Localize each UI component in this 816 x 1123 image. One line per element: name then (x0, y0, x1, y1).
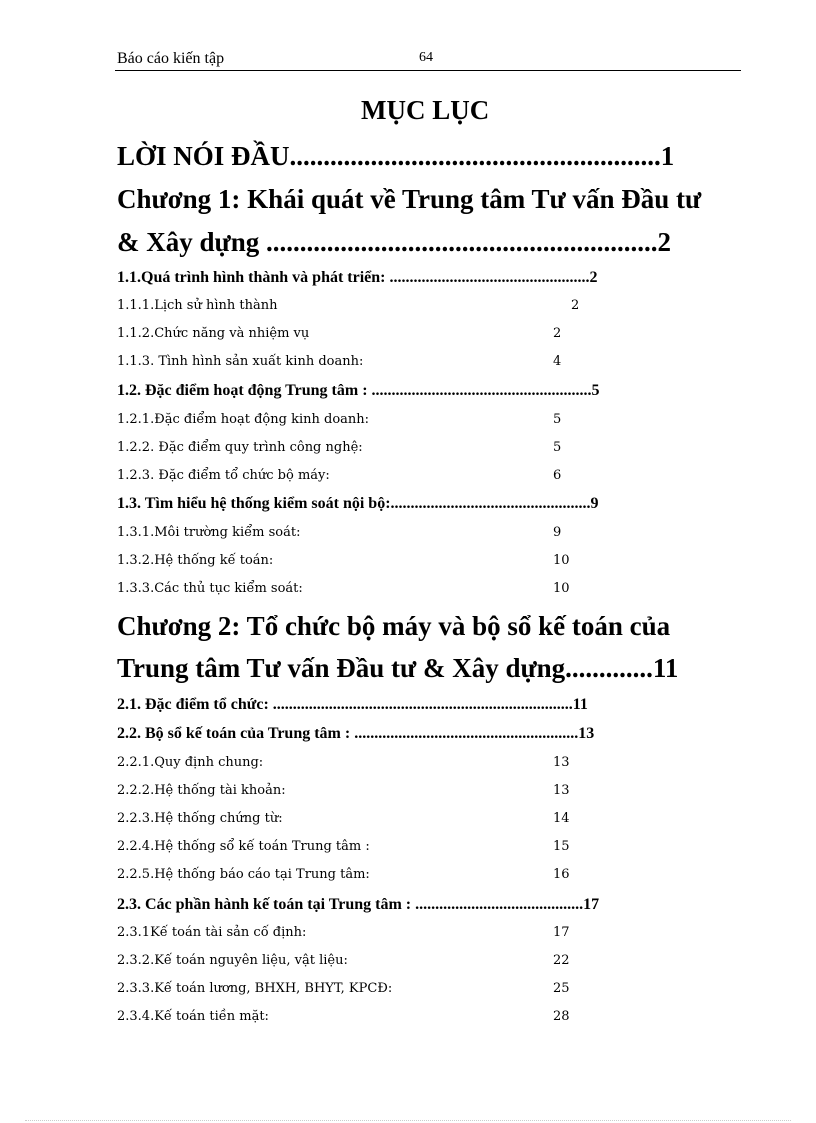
toc-page-number: 5 (553, 440, 562, 455)
toc-page-number: 15 (553, 839, 570, 854)
toc-entry-section: 2.2. Bộ sổ kế toán của Trung tâm : ........................................................13 (117, 725, 595, 742)
toc-page-number: 10 (553, 553, 570, 568)
toc-entry-section: 1.3. Tìm hiểu hệ thống kiểm soát nội bộ:..................................................9 (117, 495, 599, 512)
toc-page-number: 13 (553, 755, 570, 770)
toc-entry-subsection: 1.1.3. Tình hình sản xuất kinh doanh: (117, 354, 364, 369)
toc-entry-subsection: 1.3.1.Môi trường kiểm soát: (117, 525, 301, 540)
toc-entry-chapter-1-cont: & Xây dựng ..........................................................2 (117, 227, 671, 257)
toc-page-number: 28 (553, 1009, 570, 1024)
toc-entry-subsection: 2.2.4.Hệ thống sổ kế toán Trung tâm : (117, 839, 370, 854)
toc-page-number: 16 (553, 867, 570, 882)
page-number: 64 (419, 50, 433, 65)
toc-entry-subsection: 1.3.3.Các thủ tục kiểm soát: (117, 581, 303, 596)
toc-entry-subsection: 2.3.4.Kế toán tiền mặt: (117, 1009, 269, 1024)
toc-entry-chapter-2-cont: Trung tâm Tư vấn Đầu tư & Xây dựng.............11 (117, 653, 679, 683)
header-divider (115, 70, 741, 71)
toc-entry-subsection: 1.1.1.Lịch sử hình thành (117, 298, 278, 313)
toc-entry-section: 2.3. Các phần hành kế toán tại Trung tâm : ..........................................17 (117, 896, 600, 913)
toc-page-number: 13 (553, 783, 570, 798)
toc-entry-subsection: 2.2.2.Hệ thống tài khoản: (117, 783, 286, 798)
toc-page-number: 6 (553, 468, 562, 483)
toc-page-number: 2 (571, 298, 580, 313)
toc-entry-chapter-2: Chương 2: Tổ chức bộ máy và bộ sổ kế toán của (117, 611, 671, 641)
toc-entry-subsection: 1.2.3. Đặc điểm tổ chức bộ máy: (117, 468, 330, 483)
toc-entry-section: 2.1. Đặc điểm tổ chức: ...........................................................................11 (117, 696, 588, 713)
toc-entry-subsection: 2.3.3.Kế toán lương, BHXH, BHYT, KPCĐ: (117, 981, 393, 996)
toc-entry-subsection: 1.1.2.Chức năng và nhiệm vụ (117, 326, 310, 341)
toc-entry-subsection: 1.2.1.Đặc điểm hoạt động kinh doanh: (117, 412, 370, 427)
toc-page-number: 17 (553, 925, 570, 940)
toc-entry-subsection: 1.2.2. Đặc điểm quy trình công nghệ: (117, 440, 363, 455)
document-header-title: Báo cáo kiến tập (117, 50, 225, 67)
toc-entry-subsection: 1.3.2.Hệ thống kế toán: (117, 553, 274, 568)
toc-heading: MỤC LỤC (361, 95, 490, 125)
toc-entry-section: 1.1.Quá trình hình thành và phát triển: ..................................................2 (117, 269, 598, 286)
toc-page-number: 25 (553, 981, 570, 996)
toc-entry-foreword: LỜI NÓI ĐẦU.......................................................1 (117, 141, 675, 171)
toc-page-number: 5 (553, 412, 562, 427)
toc-page-number: 14 (553, 811, 570, 826)
toc-page-number: 9 (553, 525, 562, 540)
toc-entry-section: 1.2. Đặc điểm hoạt động Trung tâm : .......................................................5 (117, 382, 600, 399)
toc-entry-subsection: 2.2.3.Hệ thống chứng từ: (117, 811, 283, 826)
toc-entry-subsection: 2.3.1Kế toán tài sản cố định: (117, 925, 307, 940)
toc-entry-subsection: 2.2.5.Hệ thống báo cáo tại Trung tâm: (117, 867, 370, 882)
toc-entry-chapter-1: Chương 1: Khái quát về Trung tâm Tư vấn Đầu tư (117, 184, 702, 214)
toc-page-number: 10 (553, 581, 570, 596)
toc-entry-subsection: 2.2.1.Quy định chung: (117, 755, 264, 770)
toc-entry-subsection: 2.3.2.Kế toán nguyên liệu, vật liệu: (117, 953, 348, 968)
toc-page-number: 2 (553, 326, 562, 341)
toc-page-number: 22 (553, 953, 570, 968)
toc-page-number: 4 (553, 354, 562, 369)
page-bottom-divider (25, 1120, 791, 1121)
